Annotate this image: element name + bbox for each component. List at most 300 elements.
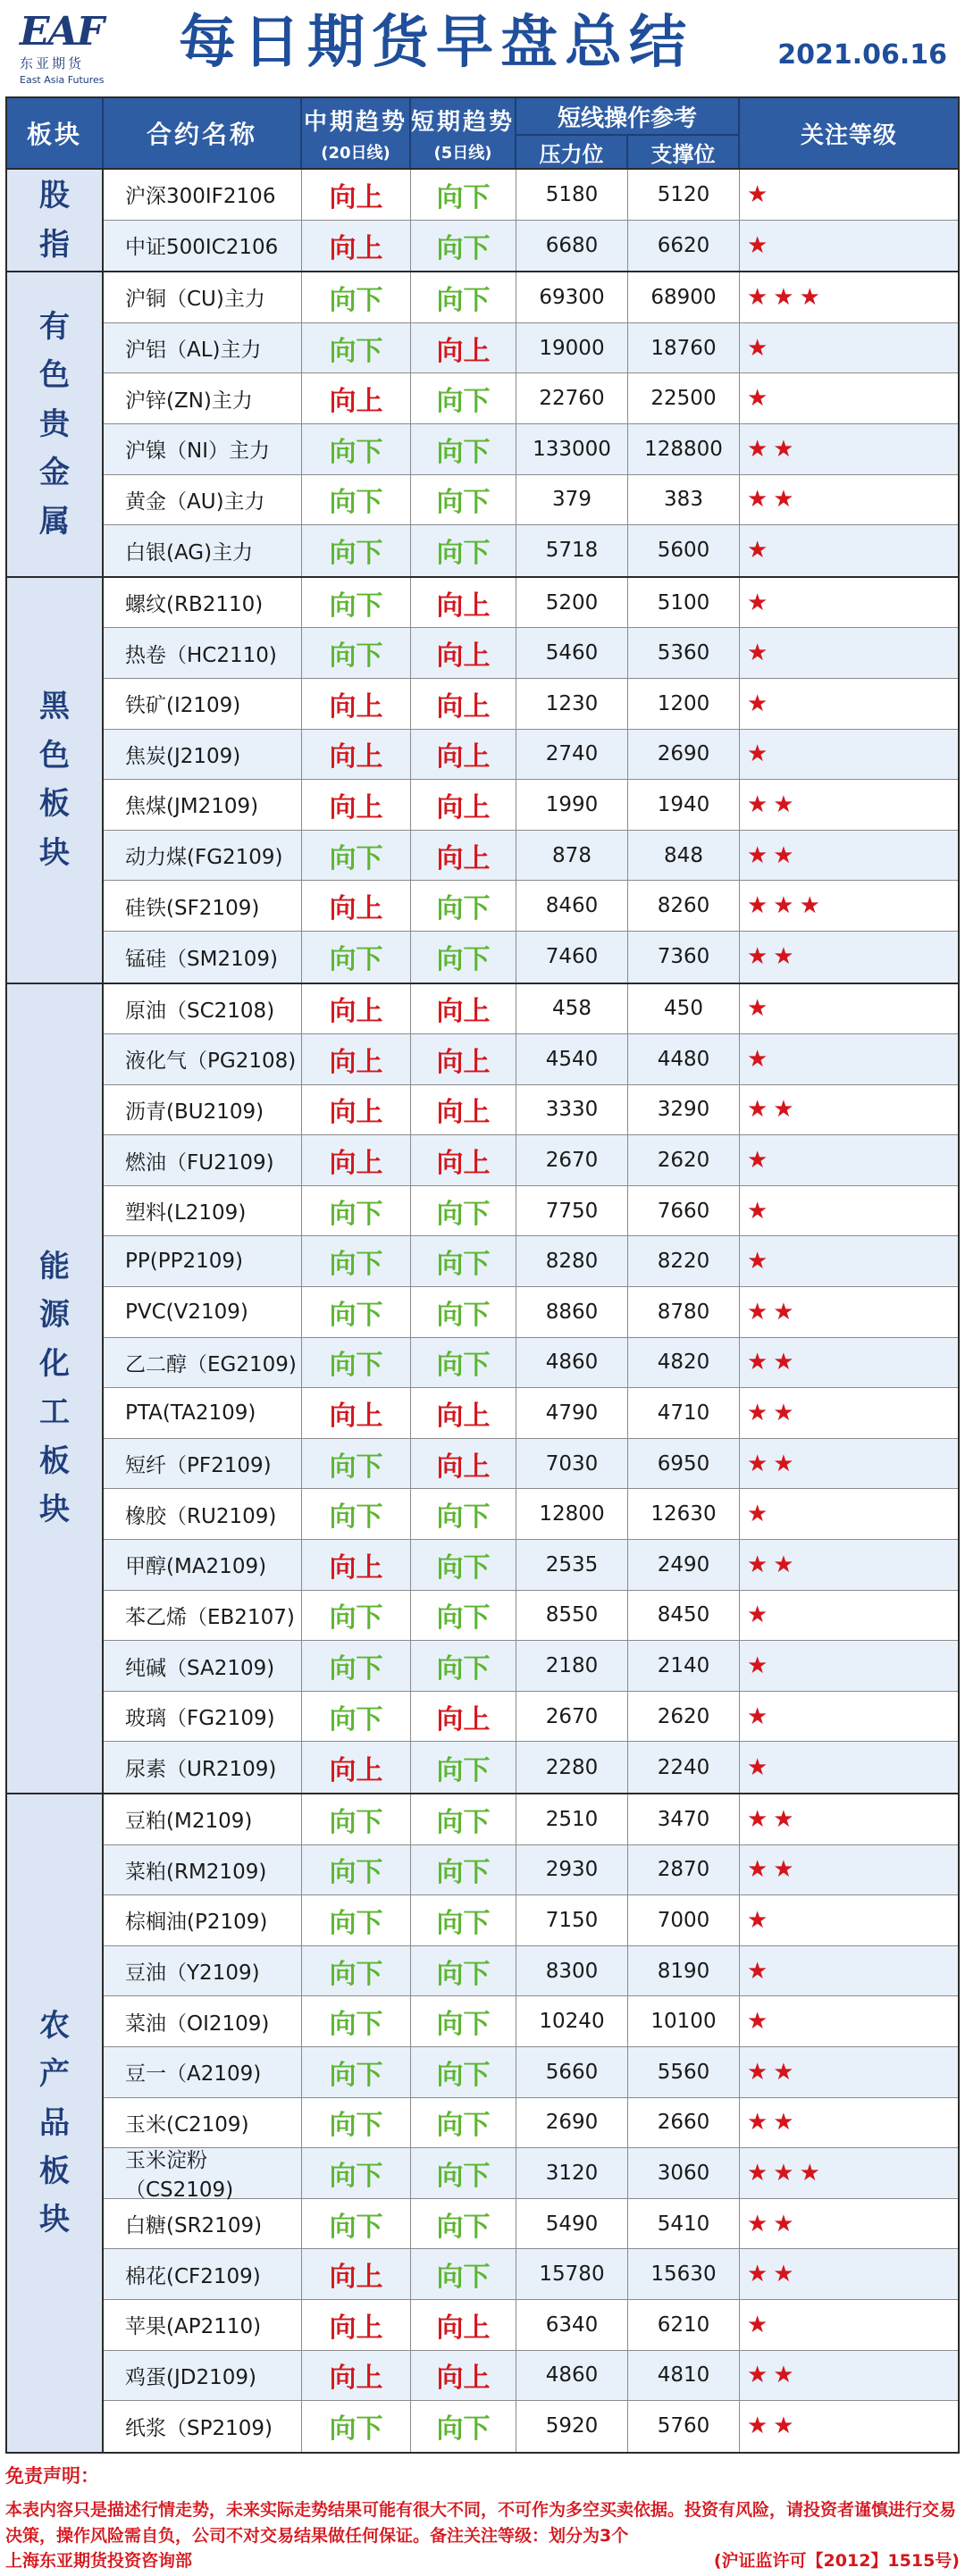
contract-name: 液化气（PG2108) (104, 1034, 302, 1084)
mid-trend: 向下 (302, 2148, 411, 2198)
contract-name: 橡胶（RU2109) (104, 1489, 302, 1539)
short-trend: 向上 (411, 1692, 516, 1742)
short-trend: 向下 (411, 1895, 516, 1945)
support-level: 22500 (628, 373, 740, 423)
attention-stars: ★ (747, 690, 774, 717)
resistance-level: 5200 (516, 578, 628, 628)
short-trend: 向下 (411, 1489, 516, 1539)
table-row (104, 984, 958, 1035)
resistance-level: 3120 (516, 2148, 628, 2198)
short-trend: 向下 (411, 2148, 516, 2198)
contract-name: 乙二醇（EG2109) (104, 1338, 302, 1388)
table-row (104, 323, 958, 374)
table-row (104, 2351, 958, 2402)
col-contract: 合约名称 (104, 98, 302, 168)
table-row (104, 932, 958, 983)
attention-stars: ★ (747, 180, 774, 208)
resistance-level: 4540 (516, 1034, 628, 1084)
table-row (104, 1641, 958, 1692)
attention-stars: ★★★ (747, 2159, 826, 2187)
mid-trend: 向下 (302, 1591, 411, 1641)
resistance-level: 5660 (516, 2047, 628, 2097)
resistance-level: 8550 (516, 1591, 628, 1641)
support-level: 8780 (628, 1287, 740, 1337)
resistance-level: 133000 (516, 424, 628, 474)
section-rows (104, 170, 958, 271)
attention-stars: ★★ (747, 841, 800, 869)
short-trend: 向下 (411, 2249, 516, 2299)
mid-trend: 向上 (302, 1085, 411, 1135)
mid-trend: 向上 (302, 2300, 411, 2350)
support-level: 6950 (628, 1439, 740, 1489)
contract-name: 铁矿(I2109) (104, 679, 302, 729)
short-trend: 向下 (411, 2199, 516, 2249)
mid-trend: 向上 (302, 373, 411, 423)
table-row (104, 831, 958, 882)
table-row (104, 2300, 958, 2351)
table-row (104, 679, 958, 730)
contract-name: 菜粕(RM2109) (104, 1845, 302, 1895)
resistance-level: 5180 (516, 170, 628, 220)
attention-stars: ★★ (747, 2109, 800, 2137)
table-row (104, 170, 958, 221)
support-level: 4480 (628, 1034, 740, 1084)
short-trend: 向下 (411, 424, 516, 474)
mid-trend: 向下 (302, 1641, 411, 1691)
short-trend: 向上 (411, 730, 516, 780)
attention-stars: ★★ (747, 2413, 800, 2440)
attention-stars: ★ (747, 740, 774, 768)
contract-name: PVC(V2109) (104, 1287, 302, 1337)
table-row (104, 272, 958, 323)
short-trend: 向下 (411, 1794, 516, 1844)
col-support: 支撑位 (650, 141, 716, 167)
short-trend: 向上 (411, 578, 516, 628)
support-level: 2240 (628, 1742, 740, 1793)
resistance-level: 5490 (516, 2199, 628, 2249)
resistance-level: 5460 (516, 628, 628, 678)
logo-mark: EAF (20, 9, 103, 54)
table-row (104, 2401, 958, 2452)
mid-trend: 向上 (302, 170, 411, 220)
table-row (104, 525, 958, 576)
contract-name: 螺纹(RB2110) (104, 578, 302, 628)
contract-name: 燃油（FU2109) (104, 1135, 302, 1185)
attention-stars: ★ (747, 231, 774, 259)
contract-name: 纸浆（SP2109) (104, 2401, 302, 2452)
section-group (7, 272, 958, 578)
support-level: 1200 (628, 679, 740, 729)
contract-name: 白糖(SR2109) (104, 2199, 302, 2249)
support-level: 7000 (628, 1895, 740, 1945)
section-cell (7, 1794, 104, 2452)
contract-name: PTA(TA2109) (104, 1388, 302, 1438)
short-trend: 向下 (411, 2098, 516, 2148)
mid-trend: 向上 (302, 1540, 411, 1590)
table-row (104, 1489, 958, 1540)
mid-trend: 向上 (302, 1742, 411, 1793)
short-trend: 向下 (411, 1996, 516, 2046)
col-mid-trend: 中期趋势 (20日线) (302, 98, 411, 168)
resistance-level: 2930 (516, 1845, 628, 1895)
table-header (7, 98, 958, 170)
short-trend: 向上 (411, 780, 516, 830)
resistance-level: 4860 (516, 2351, 628, 2401)
support-level: 4810 (628, 2351, 740, 2401)
resistance-level: 2690 (516, 2098, 628, 2148)
resistance-level: 69300 (516, 272, 628, 322)
mid-trend: 向下 (302, 1439, 411, 1489)
mid-trend: 向上 (302, 221, 411, 272)
mid-trend: 向下 (302, 323, 411, 373)
section-label: 农 产 品 板 块 (39, 2007, 70, 2238)
attention-stars: ★ (747, 995, 774, 1023)
short-trend: 向下 (411, 373, 516, 423)
section-cell (7, 984, 104, 1794)
attention-stars: ★★ (747, 1349, 800, 1376)
contract-name: 热卷（HC2110) (104, 628, 302, 678)
mid-trend: 向下 (302, 2199, 411, 2249)
logo-chinese-name: 东亚期货 (20, 55, 85, 71)
short-trend: 向上 (411, 1135, 516, 1185)
section-rows (104, 272, 958, 576)
resistance-level: 2535 (516, 1540, 628, 1590)
resistance-level: 19000 (516, 323, 628, 373)
table-row (104, 1692, 958, 1743)
support-level: 5560 (628, 2047, 740, 2097)
support-level: 8190 (628, 1946, 740, 1996)
support-level: 5120 (628, 170, 740, 220)
contract-name: 锰硅（SM2109) (104, 932, 302, 983)
section-cell (7, 272, 104, 576)
contract-name: 沥青(BU2109) (104, 1085, 302, 1135)
support-level: 68900 (628, 272, 740, 322)
support-level: 128800 (628, 424, 740, 474)
mid-trend: 向下 (302, 932, 411, 983)
contract-name: 白银(AG)主力 (104, 525, 302, 576)
section-cell (7, 170, 104, 271)
contract-name: 苯乙烯（EB2107) (104, 1591, 302, 1641)
resistance-level: 6340 (516, 2300, 628, 2350)
table-row (104, 424, 958, 475)
mid-trend: 向上 (302, 1135, 411, 1185)
contract-name: 棕榈油(P2109) (104, 1895, 302, 1945)
table-row (104, 1540, 958, 1591)
attention-stars: ★ (747, 1957, 774, 1985)
contract-name: 动力煤(FG2109) (104, 831, 302, 881)
short-trend: 向下 (411, 221, 516, 272)
mid-trend: 向下 (302, 1338, 411, 1388)
attention-stars: ★★ (747, 1551, 800, 1578)
short-trend: 向下 (411, 1845, 516, 1895)
section-label: 黑 色 板 块 (39, 689, 70, 871)
mid-trend: 向下 (302, 2401, 411, 2452)
attention-stars: ★★ (747, 2058, 800, 2086)
mid-trend: 向下 (302, 831, 411, 881)
page-title: 每日期货早盘总结 (179, 10, 693, 76)
attention-stars: ★ (747, 1753, 774, 1781)
resistance-level: 5718 (516, 525, 628, 576)
attention-stars: ★★★ (747, 283, 826, 311)
short-trend: 向上 (411, 2300, 516, 2350)
mid-trend: 向上 (302, 2351, 411, 2401)
mid-trend: 向下 (302, 1186, 411, 1236)
contract-name: 黄金（AU)主力 (104, 475, 302, 525)
attention-stars: ★ (747, 1702, 774, 1730)
table-row (104, 780, 958, 831)
contract-name: 玻璃（FG2109) (104, 1692, 302, 1742)
col-ops (516, 98, 740, 168)
support-level: 5410 (628, 2199, 740, 2249)
mid-trend: 向上 (302, 780, 411, 830)
support-level: 1940 (628, 780, 740, 830)
resistance-level: 4790 (516, 1388, 628, 1438)
mid-trend: 向下 (302, 475, 411, 525)
mid-trend: 向下 (302, 1287, 411, 1337)
attention-stars: ★ (747, 334, 774, 362)
mid-trend: 向下 (302, 2047, 411, 2097)
resistance-level: 2670 (516, 1692, 628, 1742)
attention-stars: ★★ (747, 1400, 800, 1427)
support-level: 4820 (628, 1338, 740, 1388)
section-rows (104, 1794, 958, 2452)
short-trend: 向下 (411, 2047, 516, 2097)
short-trend: 向上 (411, 679, 516, 729)
contract-name: 中证500IC2106 (104, 221, 302, 272)
contract-name: 纯碱（SA2109) (104, 1641, 302, 1691)
table-row (104, 1287, 958, 1338)
mid-trend: 向下 (302, 2098, 411, 2148)
attention-stars: ★ (747, 589, 774, 616)
attention-stars: ★★ (747, 1450, 800, 1477)
contract-name: 沪铝（AL)主力 (104, 323, 302, 373)
resistance-level: 1230 (516, 679, 628, 729)
resistance-level: 8280 (516, 1236, 628, 1286)
col-resistance: 压力位 (516, 136, 628, 168)
resistance-level: 379 (516, 475, 628, 525)
table-row (104, 221, 958, 272)
support-level: 8260 (628, 881, 740, 931)
attention-stars: ★★ (747, 2210, 800, 2237)
table-row (104, 1034, 958, 1085)
attention-stars: ★ (747, 1602, 774, 1629)
contract-name: 苹果(AP2110) (104, 2300, 302, 2350)
section-label: 股 指 (39, 178, 70, 263)
resistance-level: 6680 (516, 221, 628, 272)
support-level: 5760 (628, 2401, 740, 2452)
resistance-level: 2670 (516, 1135, 628, 1185)
short-trend: 向下 (411, 272, 516, 322)
short-trend: 向下 (411, 2401, 516, 2452)
support-level: 5360 (628, 628, 740, 678)
contract-name: 豆一（A2109) (104, 2047, 302, 2097)
support-level: 2660 (628, 2098, 740, 2148)
mid-trend: 向下 (302, 1236, 411, 1286)
table-row (104, 1135, 958, 1186)
short-trend: 向下 (411, 1287, 516, 1337)
table-row (104, 730, 958, 781)
resistance-level: 2510 (516, 1794, 628, 1844)
short-trend: 向下 (411, 525, 516, 576)
resistance-level: 7150 (516, 1895, 628, 1945)
resistance-level: 878 (516, 831, 628, 881)
table-row (104, 1186, 958, 1237)
support-level: 848 (628, 831, 740, 881)
support-level: 7660 (628, 1186, 740, 1236)
table-row (104, 2148, 958, 2202)
short-trend: 向下 (411, 475, 516, 525)
short-trend: 向上 (411, 323, 516, 373)
table-row (104, 1742, 958, 1793)
mid-trend: 向下 (302, 424, 411, 474)
mid-trend: 向上 (302, 1388, 411, 1438)
table-row (104, 373, 958, 424)
short-trend: 向下 (411, 1338, 516, 1388)
support-level: 10100 (628, 1996, 740, 2046)
mid-trend: 向下 (302, 578, 411, 628)
mid-trend: 向下 (302, 525, 411, 576)
resistance-level: 458 (516, 984, 628, 1034)
license-number: (沪证监许可【2012】1515号) (713, 2551, 960, 2571)
short-trend: 向上 (411, 1034, 516, 1084)
short-trend: 向上 (411, 1439, 516, 1489)
contract-name: PP(PP2109) (104, 1236, 302, 1286)
table-row (104, 1236, 958, 1287)
support-level: 7360 (628, 932, 740, 983)
attention-stars: ★★ (747, 1805, 800, 1833)
attention-stars: ★ (747, 1652, 774, 1680)
mid-trend: 向上 (302, 2249, 411, 2299)
support-level: 6210 (628, 2300, 740, 2350)
col-short-trend: 短期趋势 (5日线) (411, 98, 516, 168)
contract-name: 菜油（OI2109) (104, 1996, 302, 2046)
attention-stars: ★ (747, 2008, 774, 2036)
table-row (104, 2047, 958, 2098)
table-row (104, 881, 958, 932)
table-row (104, 2199, 958, 2250)
resistance-level: 1990 (516, 780, 628, 830)
resistance-level: 7750 (516, 1186, 628, 1236)
short-trend: 向下 (411, 1540, 516, 1590)
short-trend: 向下 (411, 170, 516, 220)
short-trend: 向下 (411, 1946, 516, 1996)
logo-english-name: East Asia Futures (20, 74, 105, 86)
short-trend: 向上 (411, 831, 516, 881)
attention-stars: ★ (747, 2311, 774, 2338)
table-row (104, 1591, 958, 1642)
resistance-level: 7030 (516, 1439, 628, 1489)
resistance-level: 2180 (516, 1641, 628, 1691)
support-level: 4710 (628, 1388, 740, 1438)
table-row (104, 1946, 958, 1997)
resistance-level: 8300 (516, 1946, 628, 1996)
resistance-level: 7460 (516, 932, 628, 983)
support-level: 383 (628, 475, 740, 525)
resistance-level: 12800 (516, 1489, 628, 1539)
mid-trend: 向下 (302, 272, 411, 322)
section-label: 有 色 贵 金 属 (39, 308, 70, 539)
attention-stars: ★★★ (747, 892, 826, 920)
contract-name: 塑料(L2109) (104, 1186, 302, 1236)
attention-stars: ★★ (747, 435, 800, 463)
contract-name: 尿素（UR2109) (104, 1742, 302, 1793)
col-attention: 关注等级 (800, 121, 897, 149)
resistance-level: 4860 (516, 1338, 628, 1388)
contract-name: 原油（SC2108) (104, 984, 302, 1034)
summary-table (5, 96, 960, 2454)
table-row (104, 578, 958, 629)
contract-name: 玉米(C2109) (104, 2098, 302, 2148)
contract-name: 甲醇(MA2109) (104, 1540, 302, 1590)
section-label: 能 源 化 工 板 块 (39, 1249, 70, 1528)
contract-name: 鸡蛋(JD2109) (104, 2351, 302, 2401)
col-ops-title: 短线操作参考 (516, 98, 738, 136)
mid-trend: 向下 (302, 1692, 411, 1742)
support-level: 3060 (628, 2148, 740, 2198)
support-level: 2140 (628, 1641, 740, 1691)
mid-trend: 向上 (302, 881, 411, 931)
resistance-level: 8860 (516, 1287, 628, 1337)
short-trend: 向上 (411, 628, 516, 678)
support-level: 6620 (628, 221, 740, 272)
company-name: 上海东亚期货投资咨询部 (5, 2551, 193, 2571)
support-level: 2620 (628, 1135, 740, 1185)
attention-stars: ★ (747, 1248, 774, 1275)
mid-trend: 向上 (302, 730, 411, 780)
short-trend: 向下 (411, 1742, 516, 1793)
contract-name: 沪铜（CU)主力 (104, 272, 302, 322)
table-row (104, 628, 958, 679)
short-trend: 向上 (411, 1085, 516, 1135)
table-row (104, 1338, 958, 1389)
mid-trend: 向下 (302, 1794, 411, 1844)
table-row (104, 1845, 958, 1896)
section-group (7, 170, 958, 272)
short-trend: 向下 (411, 1186, 516, 1236)
contract-name: 玉米淀粉（CS2109) (104, 2148, 302, 2198)
table-row (104, 1085, 958, 1136)
attention-stars: ★★ (747, 2362, 800, 2389)
support-level: 5100 (628, 578, 740, 628)
support-level: 15630 (628, 2249, 740, 2299)
attention-stars: ★ (747, 640, 774, 667)
mid-trend: 向下 (302, 628, 411, 678)
support-level: 3290 (628, 1085, 740, 1135)
mid-trend: 向下 (302, 1996, 411, 2046)
resistance-level: 10240 (516, 1996, 628, 2046)
section-cell (7, 578, 104, 983)
footer (5, 2462, 960, 2574)
short-trend: 向上 (411, 1388, 516, 1438)
table-body (7, 170, 958, 2452)
attention-stars: ★★ (747, 790, 800, 818)
attention-stars: ★ (747, 537, 774, 565)
short-trend: 向下 (411, 1236, 516, 1286)
contract-name: 沪锌(ZN)主力 (104, 373, 302, 423)
resistance-level: 5920 (516, 2401, 628, 2452)
short-trend: 向上 (411, 2351, 516, 2401)
attention-stars: ★ (747, 1501, 774, 1528)
table-row (104, 1996, 958, 2047)
company-logo (20, 9, 172, 86)
table-row (104, 1439, 958, 1490)
resistance-level: 8460 (516, 881, 628, 931)
mid-trend: 向下 (302, 1489, 411, 1539)
short-trend: 向下 (411, 1641, 516, 1691)
attention-stars: ★★ (747, 486, 800, 514)
support-level: 5600 (628, 525, 740, 576)
section-rows (104, 578, 958, 983)
